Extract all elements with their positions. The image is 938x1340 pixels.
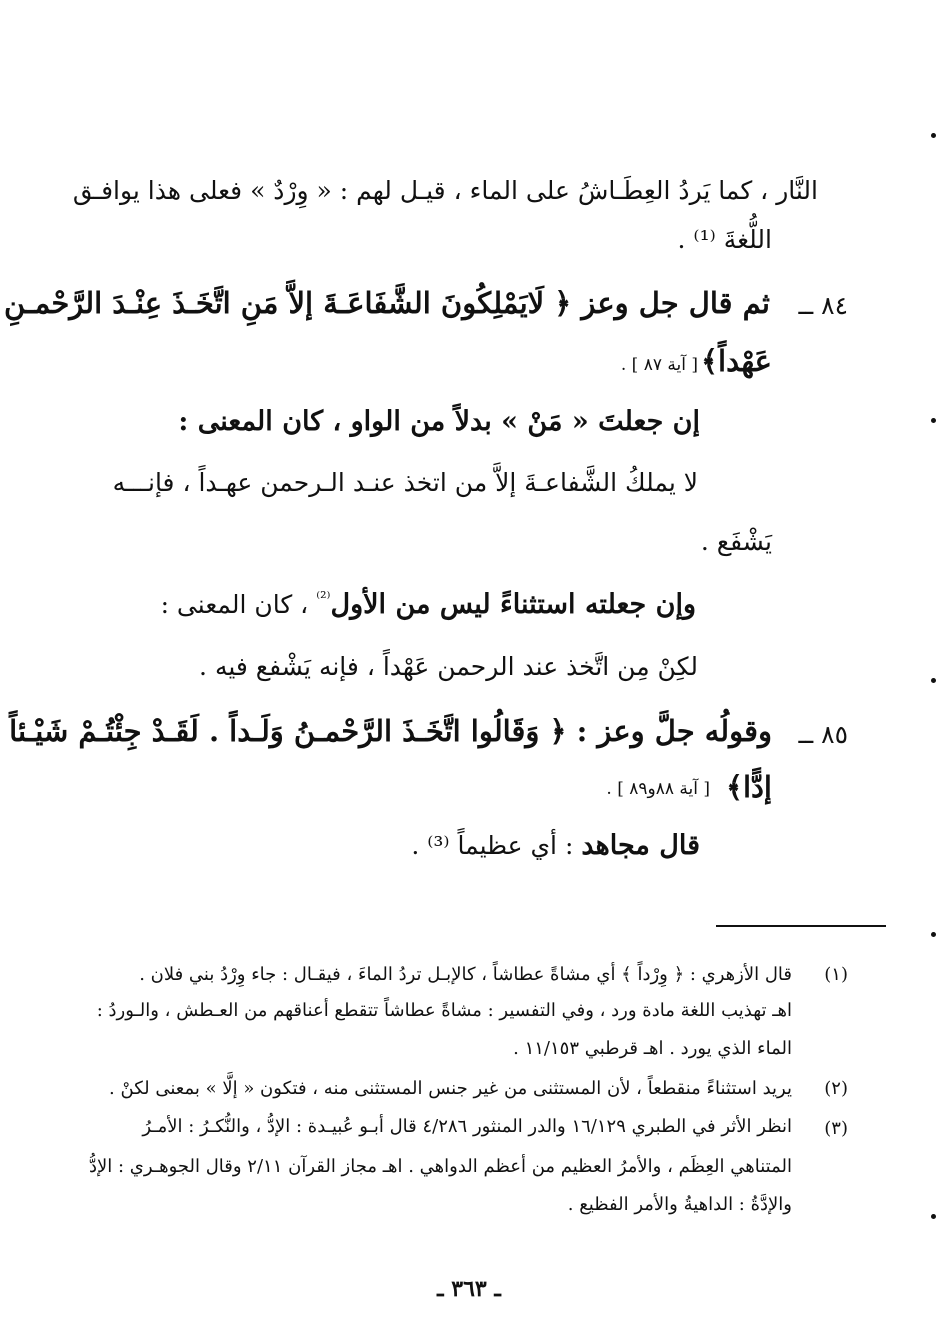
text-line-1: النَّار ، كما يَردُ العِطَـاشُ على الماء ، قيـل لهم : « وِرْدٌ » فعلى هذا يوافـق [72, 176, 818, 205]
verse-number-85: ٨٥ ــ [798, 720, 848, 749]
verse-number-84: ٨٤ ــ [798, 291, 848, 320]
verse-85-line-1: وقولُه جلَّ وعز : ﴿ وَقَالُوا اتَّخَـذَ الرَّحْمـنُ وَلَـداً . لَقَـدْ جِئْتُـمْ شَيْـئاً [9, 714, 772, 748]
edge-mark [931, 133, 936, 138]
footnote-2-line-1: يريد استثناءً منقطعاً ، لأن المستثنى من غير جنس المستثنى منه ، فتكون « إلَّا » بمعنى لكنْ . [109, 1078, 792, 1099]
quote-speaker: قال مجاهد [581, 830, 700, 861]
footnote-divider [716, 925, 886, 927]
text-line-2: اللُّغةَ ⁽¹⁾ . [677, 225, 772, 254]
verse-85-line-2: إدًّا﴾ [725, 770, 772, 804]
footnote-3-line-3: والإدَّةُ : الداهيةُ والأمر الفظيع . [567, 1194, 792, 1215]
paragraph-1-line-2: يَشْفَع . [700, 527, 772, 556]
paragraph-1-line-1: لا يملكُ الشَّفاعـةَ إلاَّ من اتخذ عنـد الـرحمن عهـداً ، فإنـــه [112, 468, 698, 497]
footnote-3-line-1: انظر الأثر في الطبري ١٦/١٢٩ والدر المنثور ٤/٢٨٦ قال أبـو عُبيـدة : الإدُّ ، والنُّكـرُ : الأمـرُ [142, 1116, 792, 1137]
verse-84-line-2: عَهْداً﴾ [701, 344, 772, 378]
quote-text: : أي عظيماً ⁽³⁾ . [411, 831, 582, 860]
footnote-3-line-2: المتناهي العِظَم ، والأمرُ العظيم من أعظم الدواهي . اهـ مجاز القرآن ٢/١١ وقال الجوهـري : الإدُّ [89, 1156, 792, 1177]
footnote-ref-2: ⁽²⁾ [316, 588, 331, 607]
verse-84-line-1: ثم قال جل وعز ﴿ لَايَمْلِكُونَ الشَّفَاعَـةَ إلاَّ مَنِ اتَّخَـذَ عِنْـدَ الرَّحْمـنِ [4, 286, 770, 320]
page-number: ـ ٣٦٣ ـ [437, 1276, 501, 1302]
footnote-number-2: (٢) [824, 1078, 848, 1099]
edge-mark [931, 678, 936, 683]
verse-84-reference: [ آية ٨٧ ] . [620, 355, 698, 375]
footnote-1-line-1: قال الأزهري : ﴿ وِرْداً ﴾ أي مشاةً عطاشاً ، كالإبـل تردُ الماءَ ، فيقـال : جاء وِرْدُ بني فلان . [139, 964, 792, 985]
footnote-1-line-2: اهـ تهذيب اللغة مادة ورد ، وفي التفسير : مشاةً عطاشاً تتقطع أعناقهم من العـطش ، والـوردُ : [96, 1000, 792, 1021]
quote-line [411, 830, 700, 861]
edge-mark [931, 1214, 936, 1219]
footnote-number-1: (١) [824, 964, 848, 985]
heading-1: إن جعلتَ « مَنْ » بدلاً من الواو ، كان المعنى : [178, 406, 700, 437]
heading-2-bold: وإن جعلته استثناءً ليس من الأول [330, 589, 696, 620]
heading-2-rest: ، كان المعنى : [160, 590, 317, 619]
paragraph-2: لكِنْ مِن اتَّخذ عند الرحمن عَهْداً ، فإنه يَشْفع فيه . [199, 652, 698, 681]
edge-mark [931, 932, 936, 937]
edge-mark [931, 418, 936, 423]
heading-2 [161, 588, 696, 620]
verse-85-reference: [ آية ٨٨و٨٩ ] . [606, 779, 710, 799]
footnote-1-line-3: الماء الذي يورد . اهـ قرطبي ١١/١٥٣ . [513, 1038, 792, 1059]
footnote-number-3: (٣) [824, 1118, 848, 1139]
